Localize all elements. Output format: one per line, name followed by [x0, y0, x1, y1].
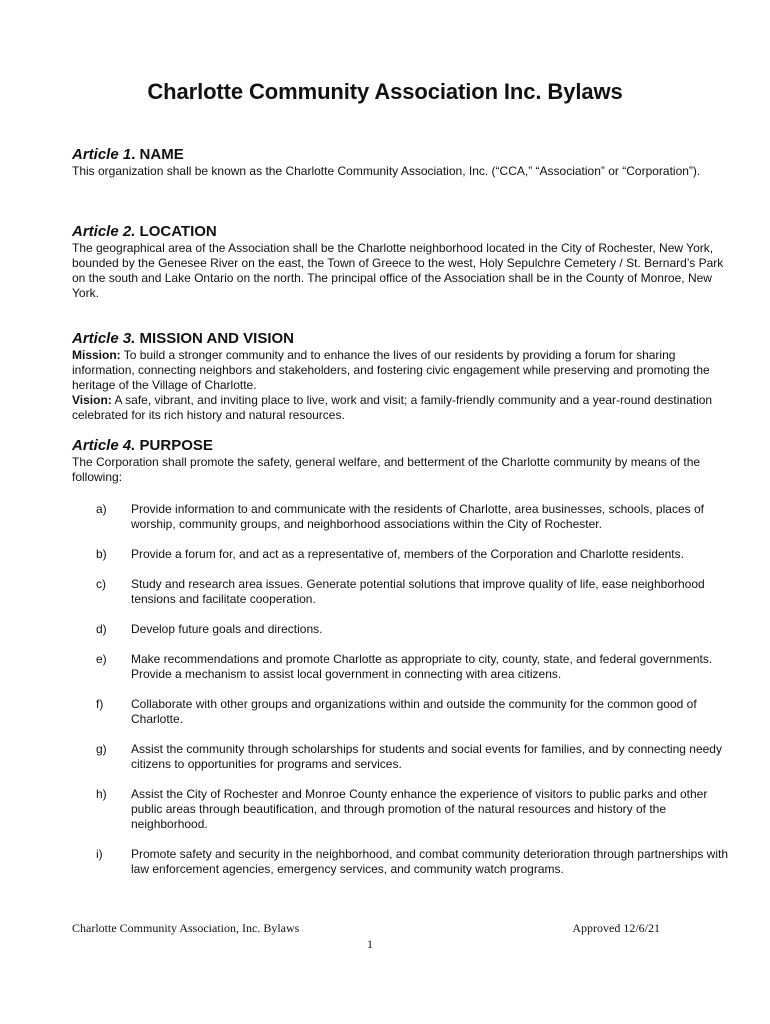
list-item-text: Provide information to and communicate with the residents of Charlotte, area businesses, schools, places of worship, community groups, and neighborhood associations within the City of Rochester. [131, 502, 704, 531]
footer-left: Charlotte Community Association, Inc. Bylaws [72, 921, 300, 935]
list-item-marker: e) [96, 652, 107, 666]
list-item [72, 502, 728, 532]
list-item [72, 742, 728, 772]
mission-paragraph [72, 348, 728, 423]
list-item-text: Develop future goals and directions. [131, 622, 323, 636]
list-item [72, 787, 728, 832]
article-1-heading [72, 145, 728, 164]
list-item-text: Provide a forum for, and act as a representative of, members of the Corporation and Charlotte residents. [131, 547, 684, 561]
article-1-body: This organization shall be known as the Charlotte Community Association, Inc. (“CCA,” “Association” or “Corporation”). [72, 164, 701, 178]
purpose-list [72, 502, 728, 877]
list-item-text: Study and research area issues. Generate potential solutions that improve quality of life, ease neighborhood tensions and facilitate cooperation. [131, 577, 705, 606]
article-2-body: The geographical area of the Association shall be the Charlotte neighborhood located in the City of Rochester, New York, bounded by the Genesee River on the east, the Town of Greece to the west, Holy Sepulchre Cemetery / St. Bernard’s Park on the south and Lake Ontario on the north. The principal office of the Association shall be in the County of Monroe, New York. [72, 241, 724, 300]
article-1-sep: . [131, 146, 140, 163]
article-3 [72, 329, 728, 423]
article-4 [72, 436, 728, 485]
list-item-marker: g) [96, 742, 107, 756]
list-item-marker: i) [96, 847, 103, 861]
list-item-text: Promote safety and security in the neighborhood, and combat community deterioration through partnerships with law enforcement agencies, emergency services, and community watch programs. [131, 847, 728, 876]
article-4-body: The Corporation shall promote the safety, general welfare, and betterment of the Charlotte community by means of the following: [72, 455, 701, 484]
list-item [72, 622, 728, 637]
mission-label: Mission: [72, 348, 121, 362]
list-item-marker: a) [96, 502, 107, 516]
list-item [72, 547, 728, 562]
list-item-marker: c) [96, 577, 106, 591]
article-3-title: MISSION AND VISION [139, 330, 295, 347]
article-4-title: PURPOSE [139, 437, 213, 454]
article-3-heading [72, 329, 728, 348]
article-3-number: Article 3. [72, 330, 136, 347]
list-item [72, 577, 728, 607]
article-4-heading [72, 436, 728, 455]
article-4-number: Article 4. [72, 437, 136, 454]
page-number: 1 [367, 937, 373, 951]
list-item-text: Assist the community through scholarships for students and social events for families, and by connecting needy citizens to opportunities for programs and services. [131, 742, 722, 771]
list-item-text: Collaborate with other groups and organizations within and outside the community for the common good of Charlotte. [131, 697, 697, 726]
article-1-title: NAME [139, 146, 184, 163]
mission-text: To build a stronger community and to enhance the lives of our residents by providing a forum for sharing information, connecting neighbors and stakeholders, and fostering civic engagement while preserving and promoting the heritage of the Village of Charlotte. [72, 348, 710, 392]
list-item-marker: b) [96, 547, 107, 561]
list-item-marker: f) [96, 697, 104, 711]
article-1 [72, 145, 728, 179]
list-item [72, 697, 728, 727]
vision-label: Vision: [72, 393, 112, 407]
article-2-number: Article 2. [72, 223, 136, 240]
article-2 [72, 222, 728, 301]
article-2-title: LOCATION [139, 223, 217, 240]
list-item [72, 847, 728, 877]
document-title: Charlotte Community Association Inc. Bylaws [147, 79, 623, 104]
list-item-text: Make recommendations and promote Charlotte as appropriate to city, county, state, and federal governments. Provide a mechanism to assist local government in connecting with area citizens. [131, 652, 713, 681]
list-item-text: Assist the City of Rochester and Monroe County enhance the experience of visitors to public parks and other public areas through beautification, and through promotion of the natural resources and history of the neighborhood. [131, 787, 708, 831]
list-item [72, 652, 728, 682]
article-1-number: Article 1 [72, 146, 132, 163]
footer-right: Approved 12/6/21 [572, 921, 660, 935]
vision-text: A safe, vibrant, and inviting place to live, work and visit; a family-friendly community and a year-round destination celebrated for its rich history and natural resources. [72, 393, 713, 422]
list-item-marker: d) [96, 622, 107, 636]
article-2-heading [72, 222, 728, 241]
list-item-marker: h) [96, 787, 107, 801]
